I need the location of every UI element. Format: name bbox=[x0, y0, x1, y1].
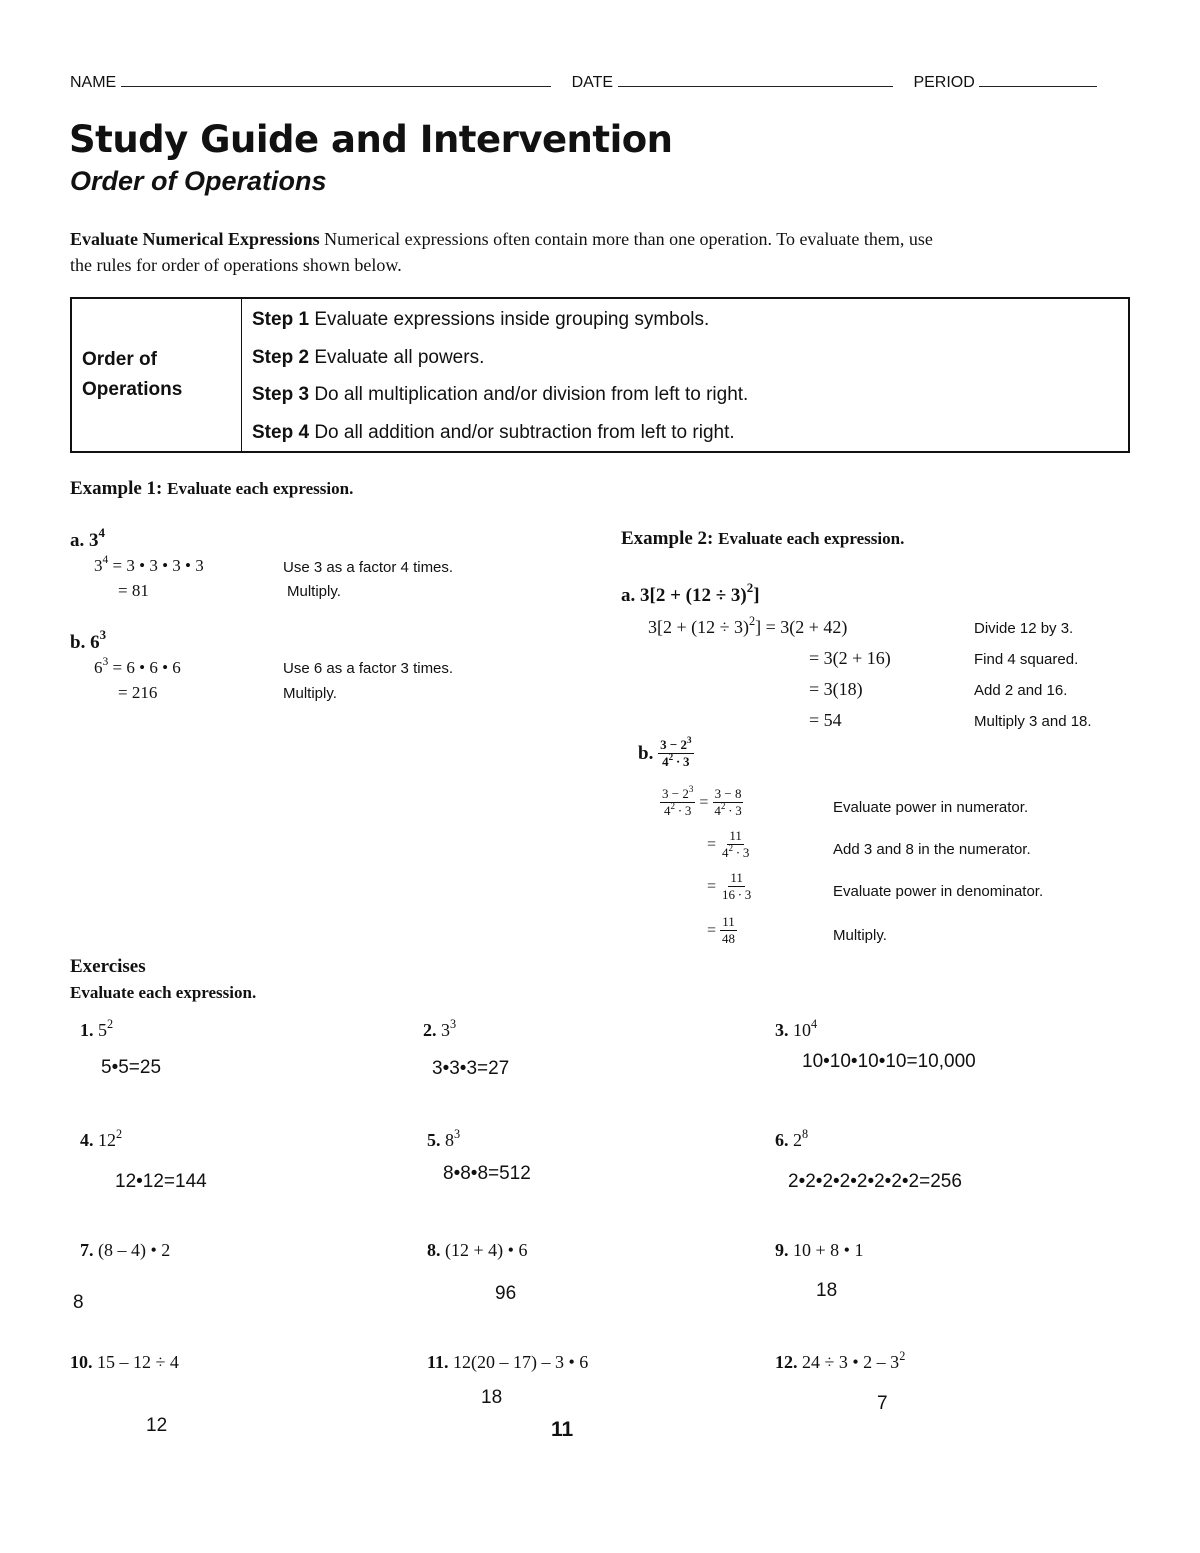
date-blank[interactable] bbox=[618, 72, 893, 87]
example1-heading-text: Evaluate each expression. bbox=[167, 479, 354, 498]
exercise-3-answer: 10•10•10•10=10,000 bbox=[802, 1051, 976, 1072]
date-label: DATE bbox=[571, 74, 614, 91]
exercise-8-answer: 96 bbox=[495, 1283, 517, 1304]
exercise-8 bbox=[427, 1240, 527, 1261]
exercise-2-expr: 3 bbox=[441, 1020, 450, 1040]
example2b-step3-eq: = bbox=[707, 877, 717, 895]
example2-heading bbox=[621, 528, 904, 550]
example1b-label: b. bbox=[70, 632, 86, 653]
exercise-5-num: 5. bbox=[427, 1130, 441, 1150]
example1a-step1-exp: 4 bbox=[102, 553, 109, 567]
step-1 bbox=[242, 301, 1128, 339]
example2b-step3-num: 11 bbox=[728, 871, 745, 887]
example2-heading-text: Evaluate each expression. bbox=[718, 529, 905, 548]
example2b-step3-rhs bbox=[720, 871, 753, 903]
example2b-step1-lhs-num-exp: 3 bbox=[688, 783, 694, 794]
example1b-exponent: 3 bbox=[99, 627, 107, 643]
exercise-6 bbox=[775, 1126, 809, 1151]
exercise-1-expr: 5 bbox=[98, 1020, 107, 1040]
example1a-step1-base: 3 bbox=[94, 556, 103, 575]
example2a-label: a. bbox=[621, 585, 636, 606]
header-fields bbox=[70, 72, 1097, 92]
example2-heading-label: Example 2: bbox=[621, 528, 714, 549]
exercise-6-exp: 8 bbox=[802, 1126, 809, 1141]
exercise-10-expr: 15 – 12 ÷ 4 bbox=[97, 1352, 179, 1372]
example2b-step2-den-post: ∙ 3 bbox=[733, 845, 750, 861]
example2b-step1 bbox=[660, 783, 744, 819]
step-4 bbox=[242, 414, 1128, 452]
exercise-2-exp: 3 bbox=[450, 1016, 457, 1031]
exercise-7-expr: (8 – 4) • 2 bbox=[98, 1240, 171, 1260]
example1b-step2: = 216 bbox=[118, 683, 158, 702]
example1b-step1-base: 6 bbox=[94, 658, 103, 677]
example2b-step4-rhs bbox=[720, 915, 737, 947]
exercise-12-num: 12. bbox=[775, 1352, 798, 1372]
example2b-step3-den: 16 ∙ 3 bbox=[722, 887, 752, 903]
example2a-step1-note: Divide 12 by 3. bbox=[974, 620, 1074, 637]
example1a-base: 3 bbox=[89, 530, 99, 551]
example1b-step1 bbox=[94, 655, 181, 678]
exercise-9-expr: 10 + 8 • 1 bbox=[793, 1240, 864, 1260]
exercise-12-expr: 24 ÷ 3 • 2 – 3 bbox=[802, 1352, 900, 1372]
exercise-1 bbox=[80, 1016, 114, 1041]
example1a-step1-note: Use 3 as a factor 4 times. bbox=[283, 559, 454, 576]
exercise-4 bbox=[80, 1126, 123, 1151]
example2a-expr-close: ] bbox=[753, 585, 760, 606]
example2b-step2-num: 11 bbox=[727, 829, 744, 845]
example2a-step3-note: Add 2 and 16. bbox=[974, 682, 1068, 699]
exercise-3-num: 3. bbox=[775, 1020, 789, 1040]
exercise-7-num: 7. bbox=[80, 1240, 94, 1260]
example2a-prompt bbox=[621, 580, 760, 607]
example1-heading bbox=[70, 478, 353, 500]
exercise-4-num: 4. bbox=[80, 1130, 94, 1150]
step-3 bbox=[242, 376, 1128, 414]
exercise-2 bbox=[423, 1016, 457, 1041]
example2b-step2-eq: = bbox=[707, 835, 717, 853]
intro-text-line2: the rules for order of operations shown below. bbox=[70, 255, 402, 275]
exercise-7 bbox=[80, 1240, 170, 1261]
exercises-heading: Exercises bbox=[70, 956, 146, 977]
example2a-step4-note: Multiply 3 and 18. bbox=[974, 713, 1092, 730]
exercise-6-expr: 2 bbox=[793, 1130, 802, 1150]
exercise-9 bbox=[775, 1240, 863, 1261]
exercise-11 bbox=[427, 1352, 588, 1373]
exercise-8-expr: (12 + 4) • 6 bbox=[445, 1240, 528, 1260]
example1b-prompt bbox=[70, 627, 107, 654]
example2b-den: 4 bbox=[662, 754, 669, 770]
example2b-label: b. bbox=[638, 742, 654, 764]
table-label-line2: Operations bbox=[82, 379, 183, 400]
exercise-5-expr: 8 bbox=[445, 1130, 454, 1150]
example2a-step2-note: Find 4 squared. bbox=[974, 651, 1079, 668]
period-label: PERIOD bbox=[913, 74, 975, 91]
exercise-11-num: 11. bbox=[427, 1352, 449, 1372]
step-4-label: Step 4 bbox=[252, 421, 310, 443]
exercise-12-exp: 2 bbox=[899, 1348, 906, 1363]
example2b-num-exp: 3 bbox=[687, 734, 692, 745]
exercise-4-exp: 2 bbox=[116, 1126, 123, 1141]
exercise-1-exp: 2 bbox=[107, 1016, 114, 1031]
example2b-step1-lhs-num: 3 − 2 bbox=[662, 786, 689, 801]
step-2 bbox=[242, 339, 1128, 377]
example2b-fraction bbox=[658, 734, 693, 770]
step-4-text: Do all addition and/or subtraction from left to right. bbox=[314, 421, 735, 443]
exercise-1-answer: 5•5=25 bbox=[101, 1057, 162, 1078]
name-label: NAME bbox=[70, 74, 117, 91]
exercise-10 bbox=[70, 1352, 179, 1373]
example2b-step4-den: 48 bbox=[722, 931, 736, 947]
exercise-7-answer: 8 bbox=[73, 1292, 84, 1313]
name-blank[interactable] bbox=[121, 72, 551, 87]
example2b-step2-note: Add 3 and 8 in the numerator. bbox=[833, 841, 1031, 858]
step-2-label: Step 2 bbox=[252, 346, 310, 368]
example1b-base: 6 bbox=[90, 632, 100, 653]
example2b-step4-num: 11 bbox=[720, 915, 737, 931]
example2b-step2-den-exp: 2 bbox=[728, 843, 734, 854]
exercise-4-expr: 12 bbox=[98, 1130, 116, 1150]
exercise-3-exp: 4 bbox=[811, 1016, 818, 1031]
example2b-step4-note: Multiply. bbox=[833, 927, 887, 944]
example2b-step2-rhs bbox=[720, 829, 751, 861]
exercise-12 bbox=[775, 1348, 906, 1373]
period-blank[interactable] bbox=[979, 72, 1097, 87]
example2b-step1-rhs-den: 4 bbox=[714, 803, 721, 819]
step-3-label: Step 3 bbox=[252, 384, 310, 405]
step-1-label: Step 1 bbox=[252, 309, 310, 330]
exercise-11-expr: 12(20 – 17) – 3 • 6 bbox=[453, 1352, 589, 1372]
example1b-step1-rhs: = 6 • 6 • 6 bbox=[112, 658, 181, 677]
exercise-6-answer: 2•2•2•2•2•2•2•2=256 bbox=[788, 1171, 962, 1192]
example2b-step4 bbox=[707, 915, 737, 947]
exercise-11-answer: 18 bbox=[481, 1387, 503, 1408]
example2a-step1 bbox=[648, 613, 848, 638]
example2b-den-exp: 2 bbox=[668, 752, 674, 763]
example2a-step3: = 3(18) bbox=[809, 679, 863, 699]
example2a-step1-post: ] = 3(2 + 42) bbox=[755, 617, 848, 637]
intro-lead: Evaluate Numerical Expressions bbox=[70, 229, 320, 249]
example2a-expr: 3[2 + (12 ÷ 3) bbox=[640, 585, 747, 606]
exercise-9-num: 9. bbox=[775, 1240, 789, 1260]
exercise-8-num: 8. bbox=[427, 1240, 441, 1260]
exercise-12-answer: 7 bbox=[877, 1393, 888, 1414]
exercise-9-answer: 18 bbox=[816, 1280, 838, 1301]
example2b-step1-rhs bbox=[712, 787, 743, 819]
example2b-step1-rhs-num: 3 − 8 bbox=[713, 787, 744, 803]
table-steps-cell bbox=[242, 298, 1130, 452]
exercise-10-num: 10. bbox=[70, 1352, 93, 1372]
step-2-text: Evaluate all powers. bbox=[314, 346, 485, 368]
example2b-step1-rhs-den-exp: 2 bbox=[720, 801, 726, 812]
example2a-step1-pre: 3[2 + (12 ÷ 3) bbox=[648, 617, 750, 637]
exercise-3-expr: 10 bbox=[793, 1020, 811, 1040]
example2b-step1-lhs-den: 4 bbox=[664, 803, 671, 819]
example2b-step3 bbox=[707, 871, 753, 903]
example1a-label: a. bbox=[70, 530, 85, 551]
example2a-step4: = 54 bbox=[809, 710, 842, 730]
exercise-3 bbox=[775, 1016, 818, 1041]
example2a-step1-exp: 2 bbox=[749, 613, 756, 628]
step-3-text: Do all multiplication and/or division from left to right. bbox=[314, 384, 749, 405]
example2b-num: 3 − 2 bbox=[660, 737, 687, 752]
step-1-text: Evaluate expressions inside grouping symbols. bbox=[314, 309, 710, 330]
example1a-exponent: 4 bbox=[98, 525, 105, 541]
exercise-5 bbox=[427, 1126, 461, 1151]
exercise-10-answer: 12 bbox=[146, 1415, 168, 1436]
table-label-cell bbox=[71, 298, 242, 452]
example2b-den-post: ∙ 3 bbox=[673, 754, 690, 770]
example1b-step1-exp: 3 bbox=[102, 655, 109, 669]
table-label-line1: Order of bbox=[82, 349, 157, 370]
example2b-step1-lhs-den-exp: 2 bbox=[670, 801, 676, 812]
page-number: 11 bbox=[551, 1418, 574, 1441]
example1a-step1 bbox=[94, 553, 204, 576]
exercise-1-num: 1. bbox=[80, 1020, 94, 1040]
example2b-step1-lhs-den-post: ∙ 3 bbox=[675, 803, 692, 819]
exercise-6-num: 6. bbox=[775, 1130, 789, 1150]
example2b-step1-lhs bbox=[660, 783, 695, 819]
exercise-2-answer: 3•3•3=27 bbox=[432, 1058, 510, 1079]
page-subtitle: Order of Operations bbox=[70, 166, 327, 196]
example2b-prompt bbox=[638, 734, 694, 770]
intro-paragraph bbox=[70, 226, 933, 278]
order-of-operations-table bbox=[70, 297, 1130, 453]
example2b-step1-note: Evaluate power in numerator. bbox=[833, 799, 1029, 816]
example2a-expr-exp: 2 bbox=[746, 580, 754, 596]
example2b-step2-den: 4 bbox=[722, 845, 729, 861]
exercise-5-exp: 3 bbox=[454, 1126, 461, 1141]
example1b-step1-note: Use 6 as a factor 3 times. bbox=[283, 660, 454, 677]
exercises-instruction: Evaluate each expression. bbox=[70, 983, 257, 1002]
example1a-step1-rhs: = 3 • 3 • 3 • 3 bbox=[112, 556, 204, 575]
exercise-5-answer: 8•8•8=512 bbox=[443, 1163, 531, 1184]
example2b-step4-eq: = bbox=[707, 921, 717, 939]
example2b-step1-eq: = bbox=[699, 793, 709, 811]
example1a-step2: = 81 bbox=[118, 581, 149, 600]
example1a-step2-note: Multiply. bbox=[287, 583, 341, 600]
intro-text-line1: Numerical expressions often contain more than one operation. To evaluate them, use bbox=[324, 229, 933, 249]
example1b-step2-note: Multiply. bbox=[283, 685, 337, 702]
example2a-step2: = 3(2 + 16) bbox=[809, 648, 891, 668]
example1-heading-label: Example 1: bbox=[70, 478, 163, 499]
example2b-step2 bbox=[707, 829, 751, 861]
example1a-prompt bbox=[70, 525, 105, 552]
example2b-step1-rhs-den-post: ∙ 3 bbox=[725, 803, 742, 819]
example2b-step3-note: Evaluate power in denominator. bbox=[833, 883, 1044, 900]
exercise-2-num: 2. bbox=[423, 1020, 437, 1040]
page-title: Study Guide and Intervention bbox=[69, 118, 673, 161]
exercise-4-answer: 12•12=144 bbox=[115, 1171, 207, 1192]
